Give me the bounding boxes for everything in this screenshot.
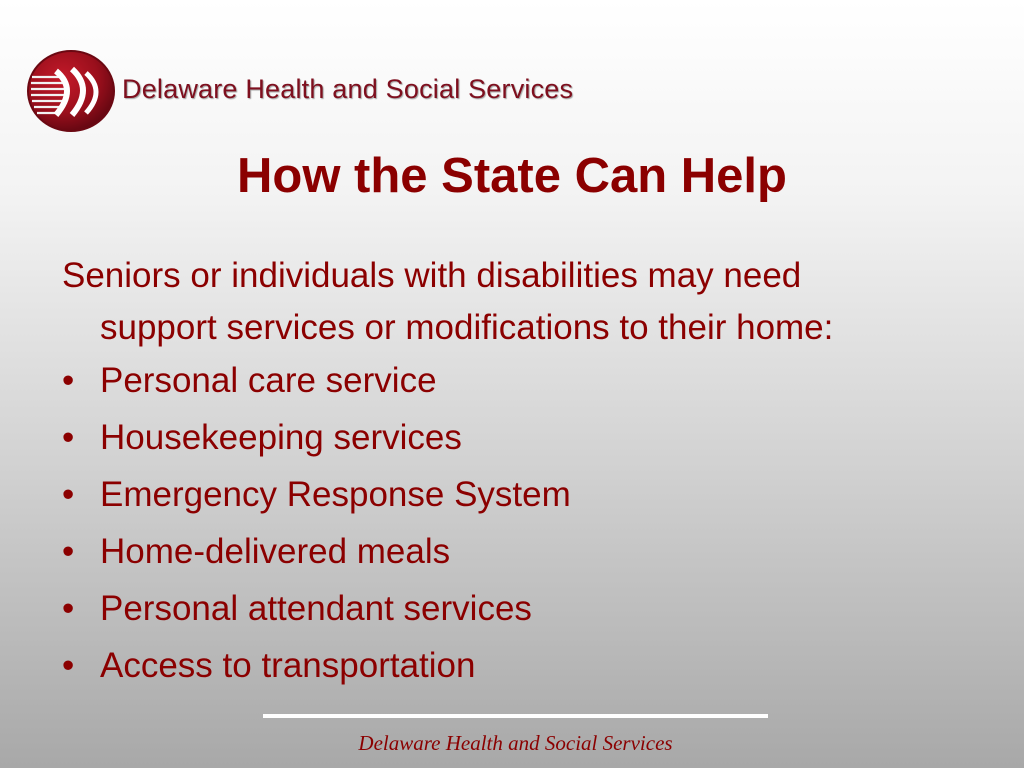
list-item [62,637,571,694]
intro-line-2: support services or modifications to their home: [100,308,834,347]
intro-line-1: Seniors or individuals with disabilities may need [62,256,802,295]
dhss-logo-icon [26,49,116,133]
bullet-icon: • [62,418,75,457]
list-item [62,580,571,637]
list-item [62,466,571,523]
bullet-icon: • [62,646,75,685]
bullet-icon: • [62,589,75,628]
footer-text: Delaware Health and Social Services [358,731,673,755]
intro-paragraph [62,250,962,354]
list-item [62,352,571,409]
list-item-label: Access to transportation [100,646,476,685]
bullet-icon: • [62,475,75,514]
services-list [62,352,571,694]
bullet-icon: • [62,532,75,571]
list-item-label: Housekeeping services [100,418,462,457]
list-item-label: Home-delivered meals [100,532,451,571]
list-item-label: Personal attendant services [100,589,532,628]
organization-header: Delaware Health and Social Services [122,74,574,104]
list-item-label: Emergency Response System [100,475,571,514]
list-item [62,523,571,580]
list-item [62,409,571,466]
bullet-icon: • [62,361,75,400]
slide-title: How the State Can Help [237,149,787,203]
footer-divider [263,714,768,718]
list-item-label: Personal care service [100,361,437,400]
